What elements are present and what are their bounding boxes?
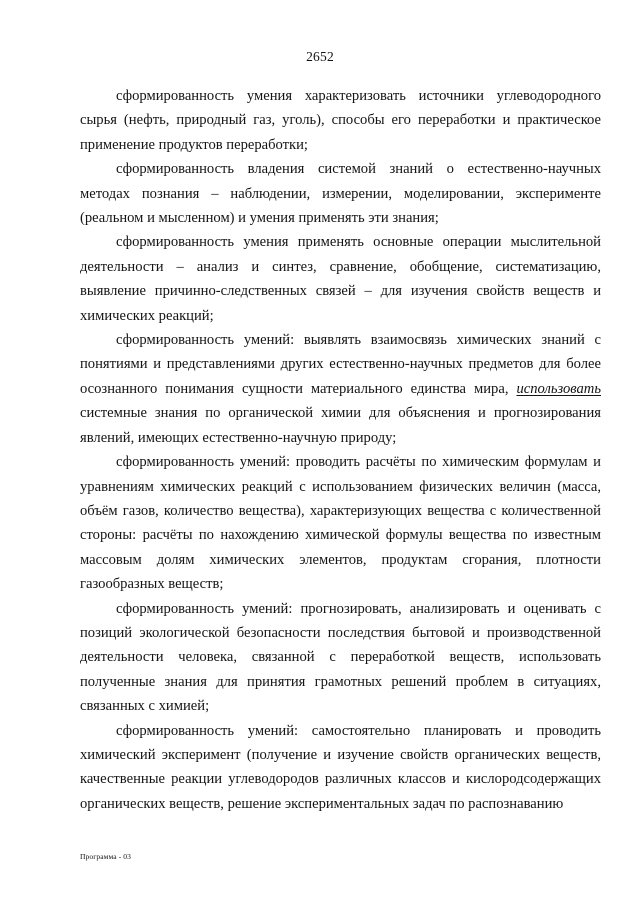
paragraph-5: сформированность умений: проводить расчёты по химическим формулам и уравнениям химических реакций с использованием физических величин (масса, объём газов, количество вещества), характеризующих вещества с количественной стороны: расчёты по нахождению химической формулы вещества по известным массовым долям химических элементов, продуктам сгорания, плотности газообразных веществ; [80, 454, 601, 593]
paragraph-7: сформированность умений: самостоятельно планировать и проводить химический эксперимент (получение и изучение свойств органических веществ, качественные реакции углеводородов различных классов и кислородсодержащих органических веществ, решение экспериментальных задач по распознаванию [80, 722, 601, 812]
paragraph-1: сформированность умения характеризовать источники углеводородного сырья (нефть, природный газ, уголь), способы его переработки и практическое применение продуктов переработки; [80, 88, 601, 153]
paragraph-4 [80, 328, 601, 450]
paragraph-2: сформированность владения системой знаний о естественно-научных методах познания – наблюдении, измерении, моделировании, эксперименте (реальном и мысленном) и умения применять эти знания; [80, 161, 601, 227]
paragraph-4-text-before: сформированность умений: выявлять взаимосвязь химических знаний с понятиями и представлениями других естественно-научных предметов для более осознанного понимания сущности материального единства мира, [80, 332, 601, 397]
paragraph-4-emphasis: использовать [516, 380, 601, 397]
body-text [80, 84, 601, 816]
paragraph-4-text-after: системные знания по органической химии для объяснения и прогнозирования явлений, имеющих естественно-научную природу; [80, 405, 601, 446]
paragraph-3: сформированность умения применять основные операции мыслительной деятельности – анализ и синтез, сравнение, обобщение, систематизацию, выявление причинно-следственных связей – для изучения свойств веществ и химических реакций; [80, 234, 601, 324]
paragraph-6: сформированность умений: прогнозировать, анализировать и оценивать с позиций экологической безопасности последствия бытовой и производственной деятельности человека, связанной с переработкой веществ, использовать полученные знания для принятия грамотных решений проблем в ситуациях, связанных с химией; [80, 600, 601, 715]
footer-label: Программа - 03 [80, 852, 131, 861]
page-number: 2652 [306, 49, 334, 64]
